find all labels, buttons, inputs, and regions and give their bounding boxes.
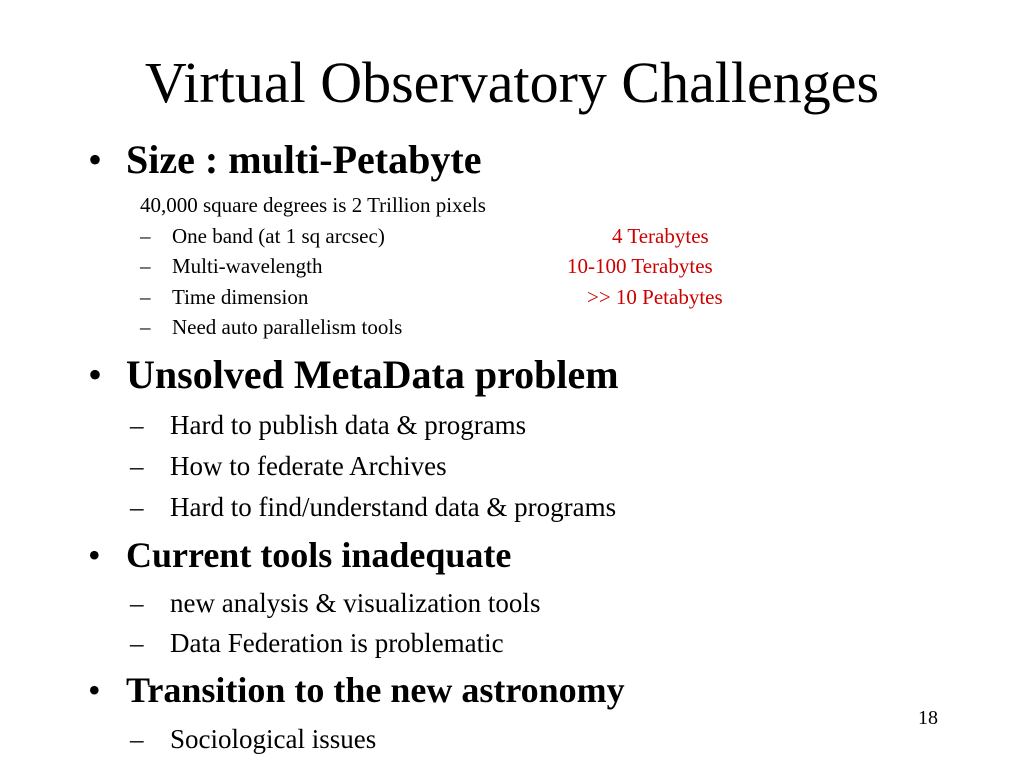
sub-item-value: 10-100 Terabytes xyxy=(567,254,713,278)
sub-item-value: 4 Terabytes xyxy=(612,224,709,248)
sub-item-text: Multi-wavelength xyxy=(172,254,323,278)
sub-item-text: new analysis & visualization tools xyxy=(170,588,541,618)
sub-item xyxy=(140,315,402,339)
sub-item xyxy=(130,627,504,659)
bullet-tools xyxy=(88,534,511,576)
sub-item-text: Time dimension xyxy=(172,285,309,309)
sub-item-text: How to federate Archives xyxy=(170,451,447,481)
dash: – xyxy=(130,588,144,618)
dash: – xyxy=(140,224,151,248)
sub-item xyxy=(130,409,526,441)
dash: – xyxy=(130,628,144,658)
bullet-metadata xyxy=(88,352,619,398)
slide-title: Virtual Observatory Challenges xyxy=(144,50,880,115)
dash: – xyxy=(130,724,144,754)
dash: – xyxy=(130,410,144,440)
dash: – xyxy=(130,492,144,522)
sub-item-text: Hard to publish data & programs xyxy=(170,410,527,440)
bullet-dot: • xyxy=(88,535,101,575)
bullet-dot: • xyxy=(88,137,103,182)
bullet-label: Size : multi-Petabyte xyxy=(126,137,482,182)
sub-item xyxy=(140,254,322,278)
sub-item xyxy=(140,224,385,248)
sub-item-text: Sociological issues xyxy=(170,724,377,754)
bullet-transition xyxy=(88,669,625,711)
dash: – xyxy=(140,254,151,278)
sub-item-text: One band (at 1 sq arcsec) xyxy=(172,224,385,248)
dash: – xyxy=(140,315,151,339)
sub-item-value: >> 10 Petabytes xyxy=(587,285,723,309)
dash: – xyxy=(130,451,144,481)
page-number: 18 xyxy=(918,707,938,729)
bullet-label: Current tools inadequate xyxy=(126,535,512,575)
sub-item xyxy=(130,450,447,482)
sub-item-text: Need auto parallelism tools xyxy=(172,315,403,339)
size-intro: 40,000 square degrees is 2 Trillion pixels xyxy=(140,193,486,217)
sub-item xyxy=(130,587,540,619)
sub-item xyxy=(140,285,308,309)
bullet-size xyxy=(88,137,481,183)
bullet-label: Unsolved MetaData problem xyxy=(126,352,619,397)
dash: – xyxy=(140,285,151,309)
sub-item-text: Hard to find/understand data & programs xyxy=(170,492,617,522)
sub-item xyxy=(130,723,376,755)
sub-item xyxy=(130,491,616,523)
bullet-dot: • xyxy=(88,670,101,710)
bullet-label: Transition to the new astronomy xyxy=(126,670,625,710)
bullet-dot: • xyxy=(88,352,103,397)
sub-item-text: Data Federation is problematic xyxy=(170,628,504,658)
